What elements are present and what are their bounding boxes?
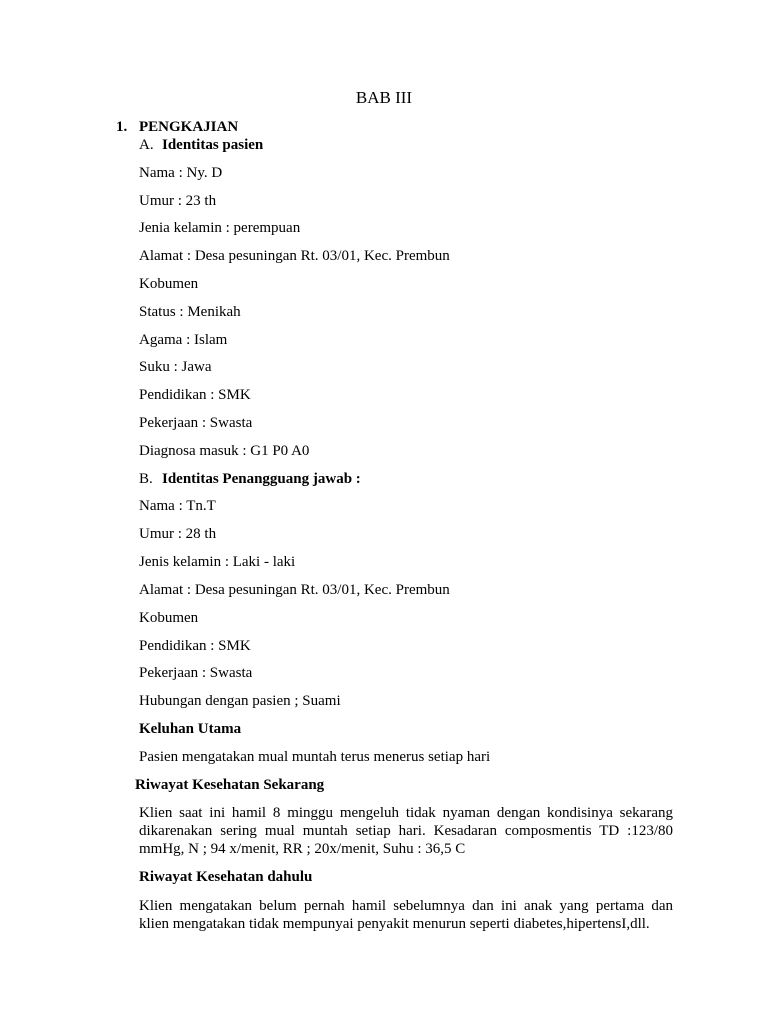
patient-line: Pekerjaan : Swasta [139, 415, 253, 431]
patient-line: Kobumen [139, 276, 199, 292]
patient-line: Nama : Ny. D [139, 165, 223, 181]
subsection-a-heading: Identitas pasien [162, 137, 264, 153]
section-number: 1. [116, 119, 128, 135]
paragraph-line: dikarenakan sering mual muntah setiap hari. Kesadaran composmentis TD :123/80 [139, 823, 673, 839]
patient-line: Alamat : Desa pesuningan Rt. 03/01, Kec. Prembun [139, 248, 450, 264]
patient-line: Status : Menikah [139, 304, 241, 320]
riwayat-sekarang-heading: Riwayat Kesehatan Sekarang [135, 777, 325, 793]
section-heading: PENGKAJIAN [139, 119, 239, 135]
subsection-b-heading: Identitas Penangguang jawab : [162, 471, 361, 487]
patient-line: Suku : Jawa [139, 359, 212, 375]
patient-line: Umur : 23 th [139, 193, 217, 209]
guardian-line: Kobumen [139, 610, 199, 626]
riwayat-dahulu-paragraph [139, 897, 673, 933]
guardian-line: Alamat : Desa pesuningan Rt. 03/01, Kec. Prembun [139, 582, 450, 598]
guardian-line: Umur : 28 th [139, 526, 217, 542]
patient-line: Pendidikan : SMK [139, 387, 251, 403]
patient-line: Jenia kelamin : perempuan [139, 220, 301, 236]
paragraph-line: Klien saat ini hamil 8 minggu mengeluh tidak nyaman dengan kondisinya sekarang [139, 805, 673, 821]
keluhan-heading: Keluhan Utama [139, 721, 242, 737]
riwayat-sekarang-paragraph [139, 804, 673, 858]
keluhan-text: Pasien mengatakan mual muntah terus menerus setiap hari [139, 749, 491, 765]
paragraph-line: mmHg, N ; 94 x/menit, RR ; 20x/menit, Suhu : 36,5 C [139, 841, 466, 857]
subsection-a-letter: A. [139, 137, 154, 153]
subsection-b-letter: B. [139, 471, 153, 487]
guardian-line: Hubungan dengan pasien ; Suami [139, 693, 341, 709]
guardian-line: Nama : Tn.T [139, 498, 216, 514]
paragraph-line: klien mengatakan tidak mempunyai penyakit menurun seperti diabetes,hipertensI,dll. [139, 916, 650, 932]
patient-line: Agama : Islam [139, 332, 228, 348]
guardian-line: Jenis kelamin : Laki - laki [139, 554, 296, 570]
riwayat-dahulu-heading: Riwayat Kesehatan dahulu [139, 869, 313, 885]
patient-line: Diagnosa masuk : G1 P0 A0 [139, 443, 310, 459]
chapter-title: BAB III [355, 88, 413, 107]
paragraph-line: Klien mengatakan belum pernah hamil sebelumnya dan ini anak yang pertama dan [139, 898, 673, 914]
guardian-line: Pekerjaan : Swasta [139, 665, 253, 681]
guardian-line: Pendidikan : SMK [139, 638, 251, 654]
